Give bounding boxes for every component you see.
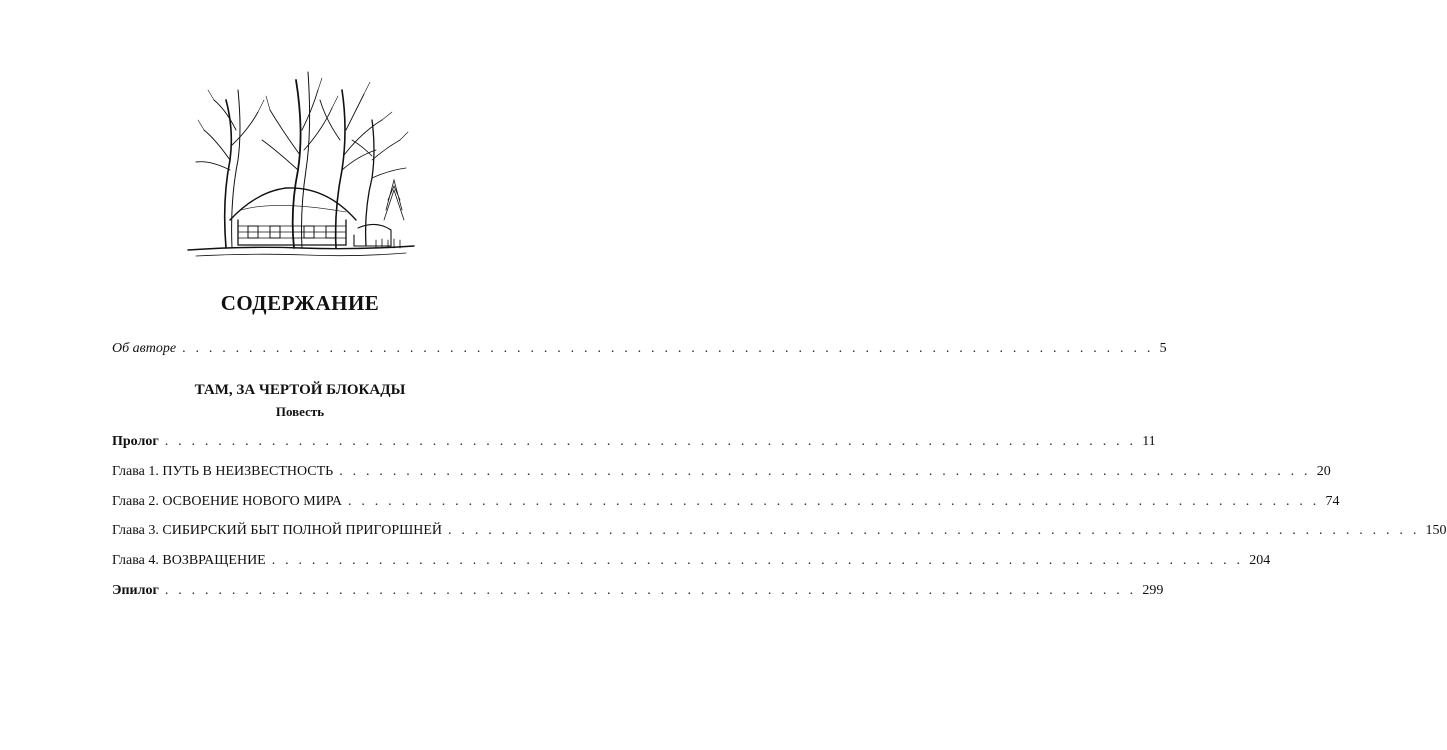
toc-entry-label: Об авторе (112, 341, 177, 356)
book-title: ТАМ, ЗА ЧЕРТОЙ БЛОКАДЫ (194, 382, 406, 398)
toc-leader-dots: . . . . . . . . . . . . . . . . . . . . . . . . . . . . . . . . . . . . . . . . . . . . . . . . . . . . . . . . . . . . . . . . . . . . . . . . . (182, 341, 1154, 356)
toc-entry-about-author[interactable] (112, 341, 1167, 361)
toc-leader-dots: . . . . . . . . . . . . . . . . . . . . . . . . . . . . . . . . . . . . . . . . . . . . . . . . . . . . . . . . . . . . . . . . . . . . . . . . . (271, 553, 1244, 568)
toc-entry-label: Глава 2. ОСВОЕНИЕ НОВОГО МИРА (112, 494, 342, 509)
toc-leader-dots: . . . . . . . . . . . . . . . . . . . . . . . . . . . . . . . . . . . . . . . . . . . . . . . . . . . . . . . . . . . . . . . . . . . . . . . . . (448, 523, 1420, 538)
toc-entry-label: Глава 3. СИБИРСКИЙ БЫТ ПОЛНОЙ ПРИГОРШНЕЙ (112, 523, 443, 538)
toc-entry-chapter-2[interactable] (112, 494, 1340, 514)
toc-leader-dots: . . . . . . . . . . . . . . . . . . . . . . . . . . . . . . . . . . . . . . . . . . . . . . . . . . . . . . . . . . . . . . . . . . . . . . . . . (164, 434, 1137, 449)
toc-entry-page: 5 (1159, 341, 1167, 356)
toc-entry-chapter-1[interactable] (112, 464, 1331, 484)
winter-house-illustration (186, 60, 416, 270)
toc-entry-page: 11 (1142, 434, 1156, 449)
toc-entry-page: 299 (1142, 583, 1164, 598)
toc-leader-dots: . . . . . . . . . . . . . . . . . . . . . . . . . . . . . . . . . . . . . . . . . . . . . . . . . . . . . . . . . . . . . . . . . . . . . . . . . (164, 583, 1137, 598)
book-subtitle: Повесть (275, 404, 325, 419)
contents-title: СОДЕРЖАНИЕ (220, 291, 380, 315)
toc-entry-chapter-4[interactable] (112, 553, 1271, 573)
toc-entry-prologue[interactable] (112, 434, 1156, 454)
toc-entry-epilogue[interactable] (112, 583, 1164, 603)
toc-entry-label: Пролог (112, 434, 159, 449)
toc-entry-label: Эпилог (112, 583, 159, 598)
toc-leader-dots: . . . . . . . . . . . . . . . . . . . . . . . . . . . . . . . . . . . . . . . . . . . . . . . . . . . . . . . . . . . . . . . . . . . . . . . . . (347, 494, 1320, 509)
toc-leader-dots: . . . . . . . . . . . . . . . . . . . . . . . . . . . . . . . . . . . . . . . . . . . . . . . . . . . . . . . . . . . . . . . . . . . . . . . . . (339, 464, 1311, 479)
toc-entry-page: 150 (1425, 523, 1447, 538)
toc-entry-label: Глава 4. ВОЗВРАЩЕНИЕ (112, 553, 266, 568)
toc-entry-page: 204 (1249, 553, 1271, 568)
toc-entry-label: Глава 1. ПУТЬ В НЕИЗВЕСТНОСТЬ (112, 464, 334, 479)
toc-entry-chapter-3[interactable] (112, 523, 1447, 543)
toc-entry-page: 20 (1316, 464, 1331, 479)
toc-entry-page: 74 (1325, 494, 1340, 509)
